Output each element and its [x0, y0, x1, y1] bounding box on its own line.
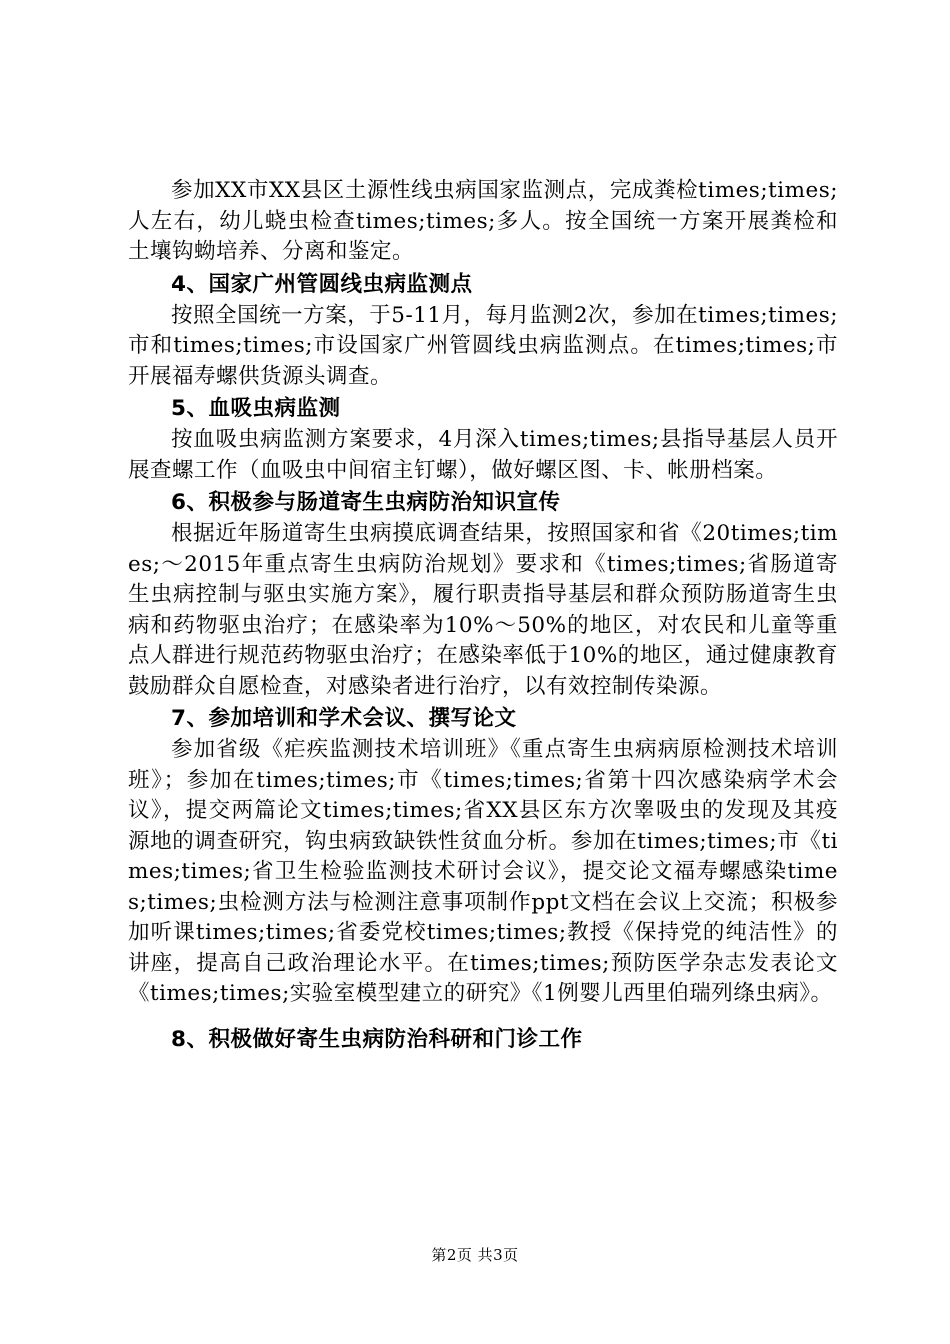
heading-section-5: 5、血吸虫病监测	[171, 396, 341, 421]
paragraph-training-papers: 参加省级《疟疾监测技术培训班》《重点寄生虫病病原检测技术培训班》；参加在times;times;市《times;times;省第十四次感染病学术会议》，提交两篇论文times;times;省XX县区东方次睾吸虫的发现及其疫源地的调查研究，钩虫病致缺铁性贫血分析。参加在times;times;市《times;times;省卫生检验监测技术研讨会议》，提交论文福寿螺感染times;times;虫检测方法与检测注意事项制作ppt文档在会议上交流；积极参加听课times;times;省委党校times;times;教授《保持党的纯洁性》的讲座，提高自己政治理论水平。在times;times;预防医学杂志发表论文《times;times;实验室模型建立的研究》《1例婴儿西里伯瑞列绦虫病》。	[128, 737, 838, 1006]
heading-section-7: 7、参加培训和学术会议、撰写论文	[171, 706, 517, 731]
heading-section-6: 6、积极参与肠道寄生虫病防治知识宣传	[171, 490, 561, 515]
page-footer	[0, 1244, 950, 1265]
paragraph-schistosomiasis: 按血吸虫病监测方案要求，4月深入times;times;县指导基层人员开展查螺工作（血吸虫中间宿主钉螺），做好螺区图、卡、帐册档案。	[128, 427, 838, 483]
paragraph-intestinal-parasite: 根据近年肠道寄生虫病摸底调查结果，按照国家和省《20times;times;～2015年重点寄生虫病防治规划》要求和《times;times;省肠道寄生虫病控制与驱虫实施方案》，履行职责指导基层和群众预防肠道寄生虫病和药物驱虫治疗；在感染率为10%～50%的地区，对农民和儿童等重点人群进行规范药物驱虫治疗；在感染率低于10%的地区，通过健康教育鼓励群众自愿检查，对感染者进行治疗，以有效控制传染源。	[128, 521, 838, 699]
document-body	[128, 176, 838, 1056]
heading-section-8: 8、积极做好寄生虫病防治科研和门诊工作	[171, 1026, 583, 1052]
heading-section-4: 4、国家广州管圆线虫病监测点	[171, 271, 473, 297]
paragraph-soil-nematode: 参加XX市XX县区土源性线虫病国家监测点，完成粪检times;times;人左右，幼儿蛲虫检查times;times;多人。按全国统一方案开展粪检和土壤钩蚴培养、分离和鉴定。	[128, 178, 838, 264]
page-number: 第2页 共3页	[431, 1246, 519, 1264]
paragraph-angiostrongylus: 按照全国统一方案，于5-11月，每月监测2次，参加在times;times;市和times;times;市设国家广州管圆线虫病监测点。在times;times;市开展福寿螺供货源头调查。	[128, 302, 838, 389]
